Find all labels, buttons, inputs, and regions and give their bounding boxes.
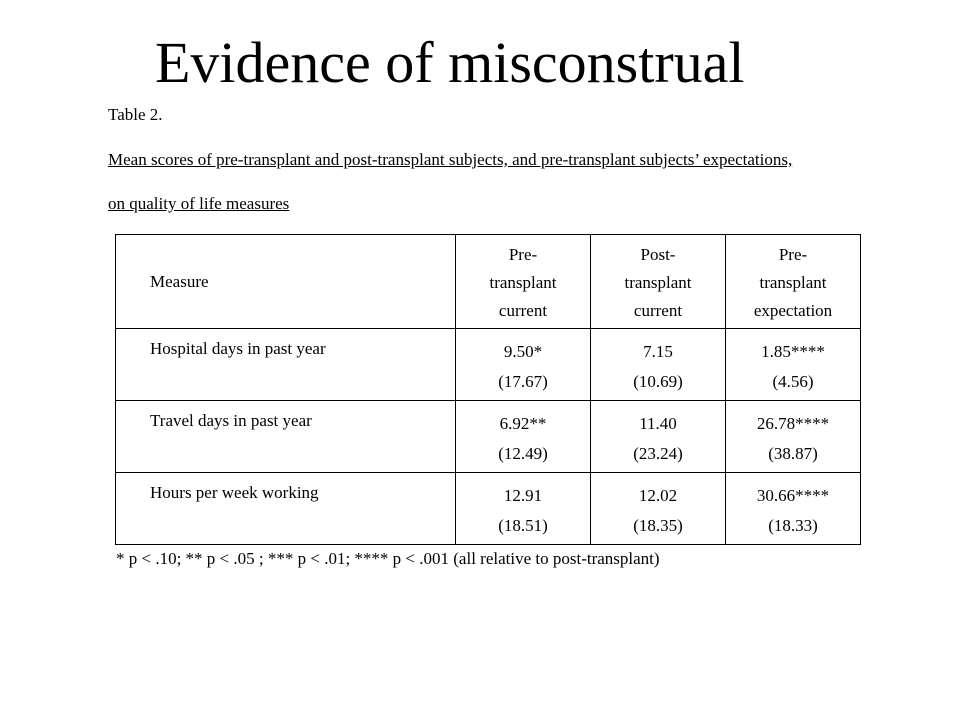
mean-value: 11.40 <box>639 413 677 433</box>
mean-value: 26.78**** <box>756 413 830 433</box>
table-cell <box>726 473 861 545</box>
measure-column-header: Measure <box>116 235 456 329</box>
column-header-line: current <box>498 300 548 320</box>
column-header-pre-transplant-current <box>456 235 591 329</box>
table-cell <box>726 401 861 473</box>
quality-of-life-table <box>115 234 861 545</box>
mean-value: 7.15 <box>643 341 673 361</box>
sd-value: (23.24) <box>633 443 683 463</box>
sd-value: (4.56) <box>772 371 814 391</box>
mean-value: 1.85**** <box>761 341 825 361</box>
table-cell <box>726 329 861 401</box>
significance-footnote: * p < .10; ** p < .05 ; *** p < .01; **** p < .001 (all relative to post-transplant) <box>116 549 660 568</box>
mean-value: 9.50* <box>503 341 543 361</box>
measure-label: Hours per week working <box>116 473 456 545</box>
column-header-line: Pre- <box>508 244 538 264</box>
sd-value: (38.87) <box>768 443 818 463</box>
column-header-pre-transplant-expectation <box>726 235 861 329</box>
table-cell <box>591 401 726 473</box>
mean-value: 12.91 <box>503 485 543 505</box>
table-caption-line-2: on quality of life measures <box>108 194 290 213</box>
table-row <box>116 329 861 401</box>
column-header-post-transplant-current <box>591 235 726 329</box>
slide-title: Evidence of misconstrual <box>155 30 745 95</box>
measure-label: Hospital days in past year <box>116 329 456 401</box>
table-cell <box>456 329 591 401</box>
table-caption-line-1: Mean scores of pre-transplant and post-transplant subjects, and pre-transplant subjects’ expectations, <box>108 150 793 169</box>
mean-value: 30.66**** <box>756 485 830 505</box>
sd-value: (18.35) <box>633 515 683 535</box>
column-header-line: Post- <box>640 244 676 264</box>
table-label: Table 2. <box>108 105 163 124</box>
table-row <box>116 401 861 473</box>
table-cell <box>456 401 591 473</box>
column-header-line: transplant <box>624 272 692 292</box>
measure-label: Travel days in past year <box>116 401 456 473</box>
column-header-line: transplant <box>489 272 557 292</box>
table-header-row <box>116 235 861 329</box>
table-row <box>116 473 861 545</box>
sd-value: (17.67) <box>498 371 548 391</box>
table-cell <box>591 473 726 545</box>
sd-value: (10.69) <box>633 371 683 391</box>
column-header-line: current <box>633 300 683 320</box>
mean-value: 6.92** <box>499 413 547 433</box>
column-header-line: Pre- <box>778 244 808 264</box>
sd-value: (18.51) <box>498 515 548 535</box>
sd-value: (12.49) <box>498 443 548 463</box>
sd-value: (18.33) <box>768 515 818 535</box>
table-cell <box>456 473 591 545</box>
table-cell <box>591 329 726 401</box>
column-header-line: transplant <box>759 272 827 292</box>
column-header-line: expectation <box>753 300 833 320</box>
mean-value: 12.02 <box>638 485 678 505</box>
